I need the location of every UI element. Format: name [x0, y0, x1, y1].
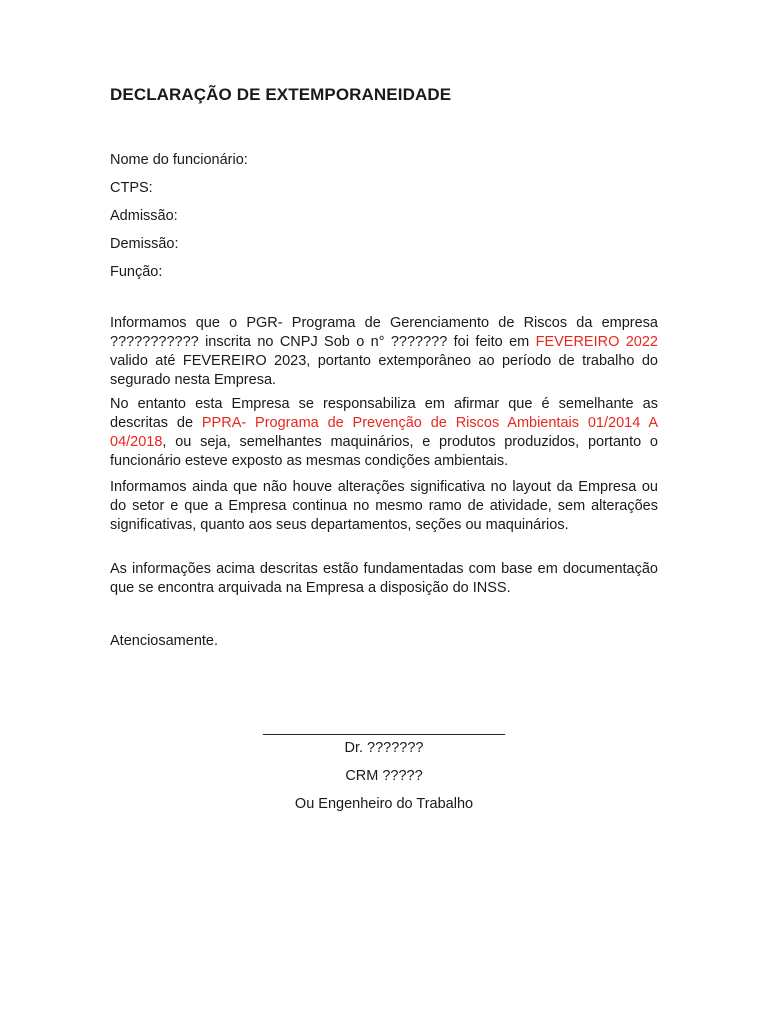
document-title: DECLARAÇÃO DE EXTEMPORANEIDADE	[110, 85, 452, 104]
paragraph-ppra-text-2: , ou seja, semelhantes maquinários, e produtos produzidos, portanto o funcionário esteve exposto as mesmas condições ambientais.	[110, 434, 658, 469]
field-employee-name: Nome do funcionário:	[110, 152, 248, 168]
paragraph-ppra-text-1: No entanto esta Empresa se responsabiliza em afirmar que é semelhante as descritas de	[110, 396, 658, 431]
paragraph-pgr-text-2: valido até FEVEREIRO 2023, portanto extemporâneo ao período de trabalho do segurado nesta Empresa.	[110, 353, 658, 388]
field-admission: Admissão:	[110, 208, 178, 224]
paragraph-layout: Informamos ainda que não houve alterações significativa no layout da Empresa ou do setor e que a Empresa continua no mesmo ramo de atividade, sem alterações significativas, quanto aos seus departamentos, seções ou maquinários.	[110, 479, 658, 533]
signature-role: Ou Engenheiro do Trabalho	[294, 796, 474, 812]
paragraph-pgr	[110, 314, 658, 390]
paragraph-ppra-highlight: PPRA- Programa de Prevenção de Riscos Ambientais 01/2014 A 04/2018	[110, 415, 658, 450]
closing-salutation: Atenciosamente.	[110, 633, 219, 649]
signature-line: ______________________________	[263, 720, 505, 736]
paragraph-ppra	[110, 395, 658, 471]
field-ctps: CTPS:	[110, 180, 153, 196]
paragraph-pgr-text-1: Informamos que o PGR- Programa de Gerenciamento de Riscos da empresa ??????????? inscrita no CNPJ Sob o n° ??????? foi feito em	[110, 315, 658, 350]
signature-block	[0, 718, 768, 814]
signature-name: Dr. ???????	[344, 740, 424, 756]
paragraph-documentation: As informações acima descritas estão fundamentadas com base em documentação que se encontra arquivada na Empresa a disposição do INSS.	[110, 561, 658, 596]
signature-crm: CRM ?????	[345, 768, 423, 784]
paragraph-pgr-highlight: FEVEREIRO 2022	[535, 334, 658, 350]
field-function: Função:	[110, 264, 163, 280]
employee-fields	[110, 146, 248, 286]
field-dismissal: Demissão:	[110, 236, 179, 252]
